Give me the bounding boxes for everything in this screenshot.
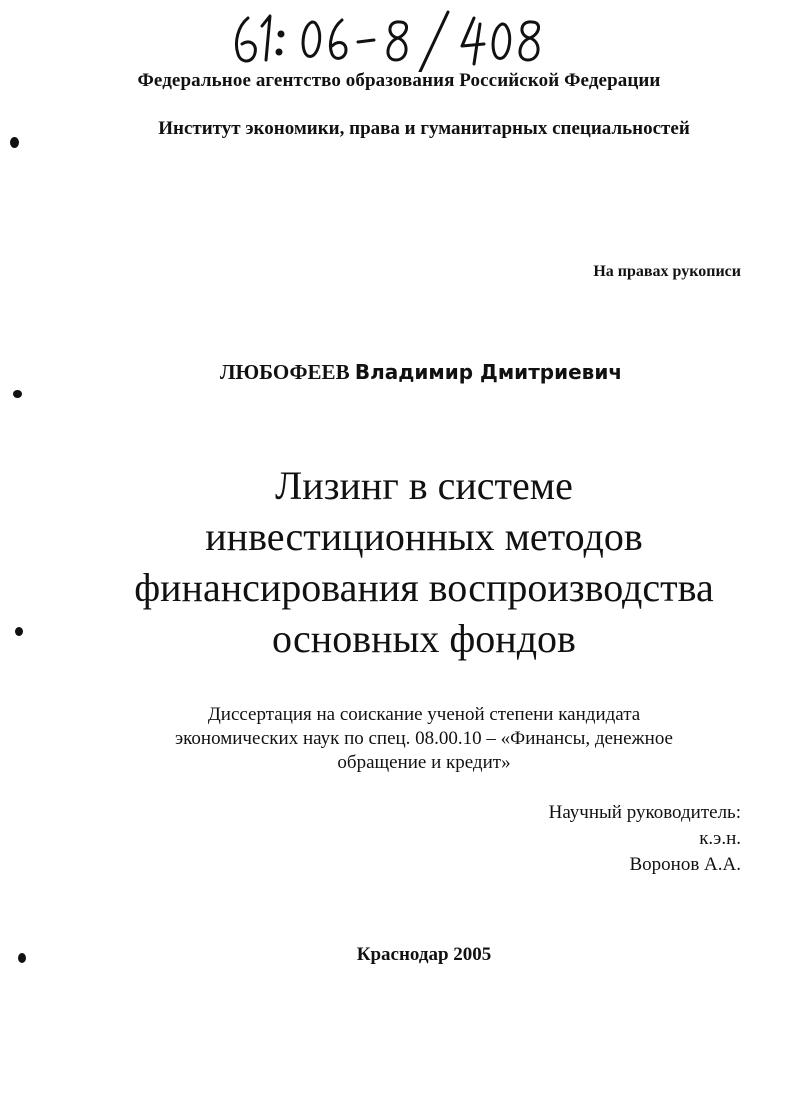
- description-line: обращение и кредит»: [337, 752, 511, 773]
- scan-hole-mark: [13, 390, 22, 398]
- author-surname: ЛЮБОФЕЕВ: [219, 360, 350, 384]
- institute-heading: Институт экономики, права и гуманитарных специальностей: [158, 118, 690, 139]
- archive-number-handwritten: [226, 8, 556, 72]
- description-line: Диссертация на соискание ученой степени кандидата: [207, 704, 641, 725]
- supervisor-label: Научный руководитель:: [548, 802, 741, 823]
- supervisor-block: [549, 800, 741, 878]
- city-year: Краснодар 2005: [356, 944, 492, 965]
- scan-hole-mark: [10, 137, 19, 148]
- description-line: экономических наук по спец. 08.00.10 – «Финансы, денежное: [174, 728, 673, 749]
- author-name: [0, 360, 798, 385]
- supervisor-name: Воронов А.А.: [629, 854, 741, 875]
- dissertation-title: [0, 460, 798, 664]
- scan-hole-mark: [15, 627, 23, 636]
- scan-hole-mark: [18, 953, 26, 963]
- dissertation-description: [0, 703, 798, 775]
- author-given-names: Владимир Дмитриевич: [354, 360, 623, 384]
- title-line: основных фондов: [272, 616, 576, 661]
- supervisor-degree: к.э.н.: [699, 828, 741, 849]
- title-line: финансирования воспроизводства: [134, 565, 714, 610]
- agency-heading: Федеральное агентство образования Российской Федерации: [137, 70, 661, 91]
- title-line: Лизинг в системе: [275, 463, 573, 508]
- title-line: инвестиционных методов: [205, 514, 643, 559]
- manuscript-note: На правах рукописи: [593, 263, 741, 280]
